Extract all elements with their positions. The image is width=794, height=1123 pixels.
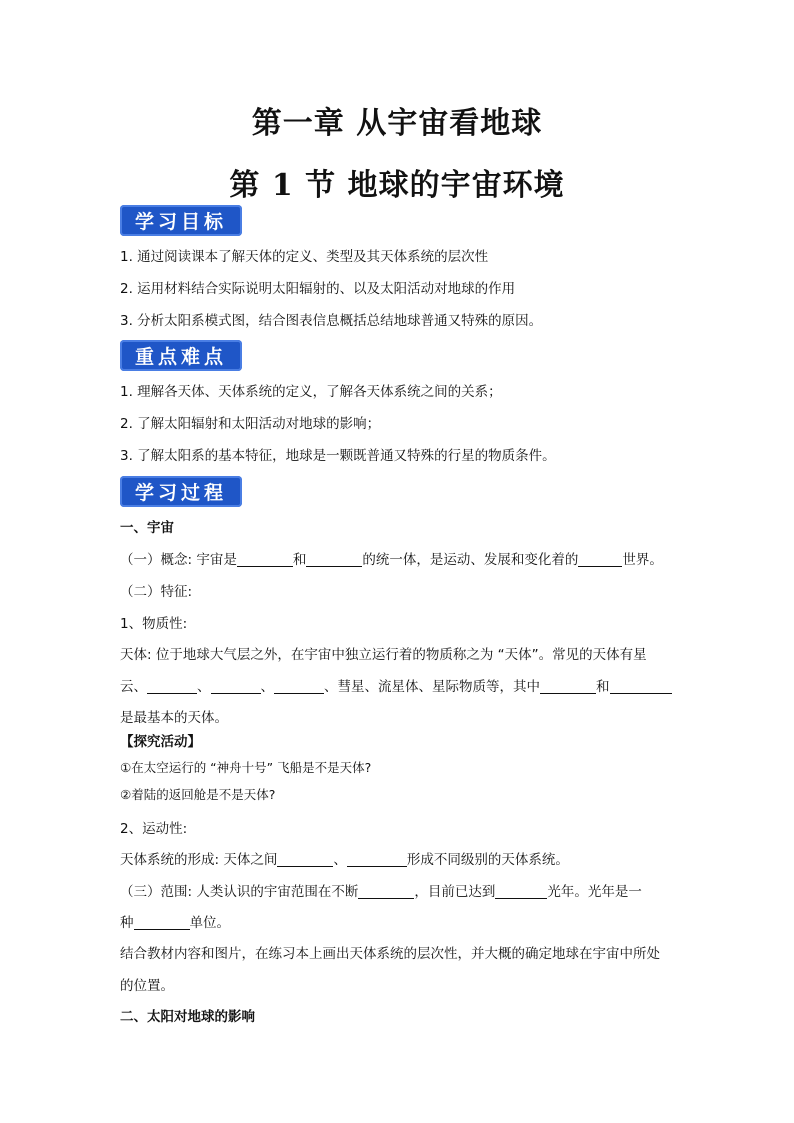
fill-blank[interactable] bbox=[540, 679, 596, 694]
key-point-item: 1. 理解各天体、天体系统的定义，了解各天体系统之间的关系； bbox=[120, 384, 502, 400]
celestial-basic: 是最基本的天体。 bbox=[120, 710, 228, 726]
chapter-title: 第一章 从宇宙看地球 bbox=[251, 106, 543, 141]
heading-universe: 一、宇宙 bbox=[120, 520, 174, 536]
activity-title: 【探究活动】 bbox=[120, 734, 201, 750]
material-heading: 1、物质性: bbox=[120, 616, 188, 632]
system-line: 天体系统的形成: 天体之间 、 形成不同级别的天体系统。 bbox=[120, 852, 569, 868]
key-point-item: 3. 了解太阳系的基本特征，地球是一颗既普通又特殊的行星的物质条件。 bbox=[120, 448, 556, 464]
activity-question: ②着陆的返回舱是不是天体? bbox=[120, 787, 276, 802]
key-points-badge: 重点难点 bbox=[120, 340, 242, 371]
fill-blank[interactable] bbox=[306, 552, 362, 567]
fill-blank[interactable] bbox=[347, 852, 407, 867]
fill-blank[interactable] bbox=[358, 884, 414, 899]
fill-blank[interactable] bbox=[147, 679, 197, 694]
range-line: 种 单位。 bbox=[120, 915, 230, 931]
fill-blank[interactable] bbox=[237, 552, 293, 567]
fill-blank[interactable] bbox=[274, 679, 324, 694]
activity-question: ①在太空运行的 “神舟十号” 飞船是不是天体? bbox=[120, 760, 372, 775]
section-title: 第 1 节 地球的宇宙环境 bbox=[229, 168, 565, 203]
objective-item: 1. 通过阅读课本了解天体的定义、类型及其天体系统的层次性 bbox=[120, 249, 489, 265]
heading-sun-effects: 二、太阳对地球的影响 bbox=[120, 1009, 255, 1025]
fill-blank[interactable] bbox=[578, 552, 622, 567]
fill-blank[interactable] bbox=[277, 852, 333, 867]
fill-blank[interactable] bbox=[610, 679, 672, 694]
fill-blank[interactable] bbox=[211, 679, 261, 694]
process-badge: 学习过程 bbox=[120, 476, 242, 507]
objective-item: 3. 分析太阳系模式图，结合图表信息概括总结地球普通又特殊的原因。 bbox=[120, 313, 543, 329]
range-line: （三）范围: 人类认识的宇宙范围在不断 ，目前已达到 光年。光年是一 bbox=[120, 884, 642, 900]
objectives-badge: 学习目标 bbox=[120, 205, 242, 236]
task-line: 结合教材内容和图片，在练习本上画出天体系统的层次性，并大概的确定地球在宇宙中所处 bbox=[120, 946, 660, 962]
fill-blank[interactable] bbox=[134, 915, 190, 930]
key-point-item: 2. 了解太阳辐射和太阳活动对地球的影响； bbox=[120, 416, 381, 432]
features-heading: （二）特征: bbox=[120, 584, 193, 600]
objective-item: 2. 运用材料结合实际说明太阳辐射的、以及太阳活动对地球的作用 bbox=[120, 281, 516, 297]
concept-line: （一）概念: 宇宙是 和 的统一体，是运动、发展和变化着的 世界。 bbox=[120, 552, 663, 568]
celestial-types-line: 云、 、 、 、彗星、流星体、星际物质等，其中 和 bbox=[120, 677, 680, 697]
celestial-definition: 天体: 位于地球大气层之外，在宇宙中独立运行着的物质称之为 “天体”。常见的天体有星 bbox=[120, 647, 647, 663]
motion-heading: 2、运动性: bbox=[120, 821, 188, 837]
fill-blank[interactable] bbox=[495, 884, 547, 899]
task-line: 的位置。 bbox=[120, 978, 174, 994]
